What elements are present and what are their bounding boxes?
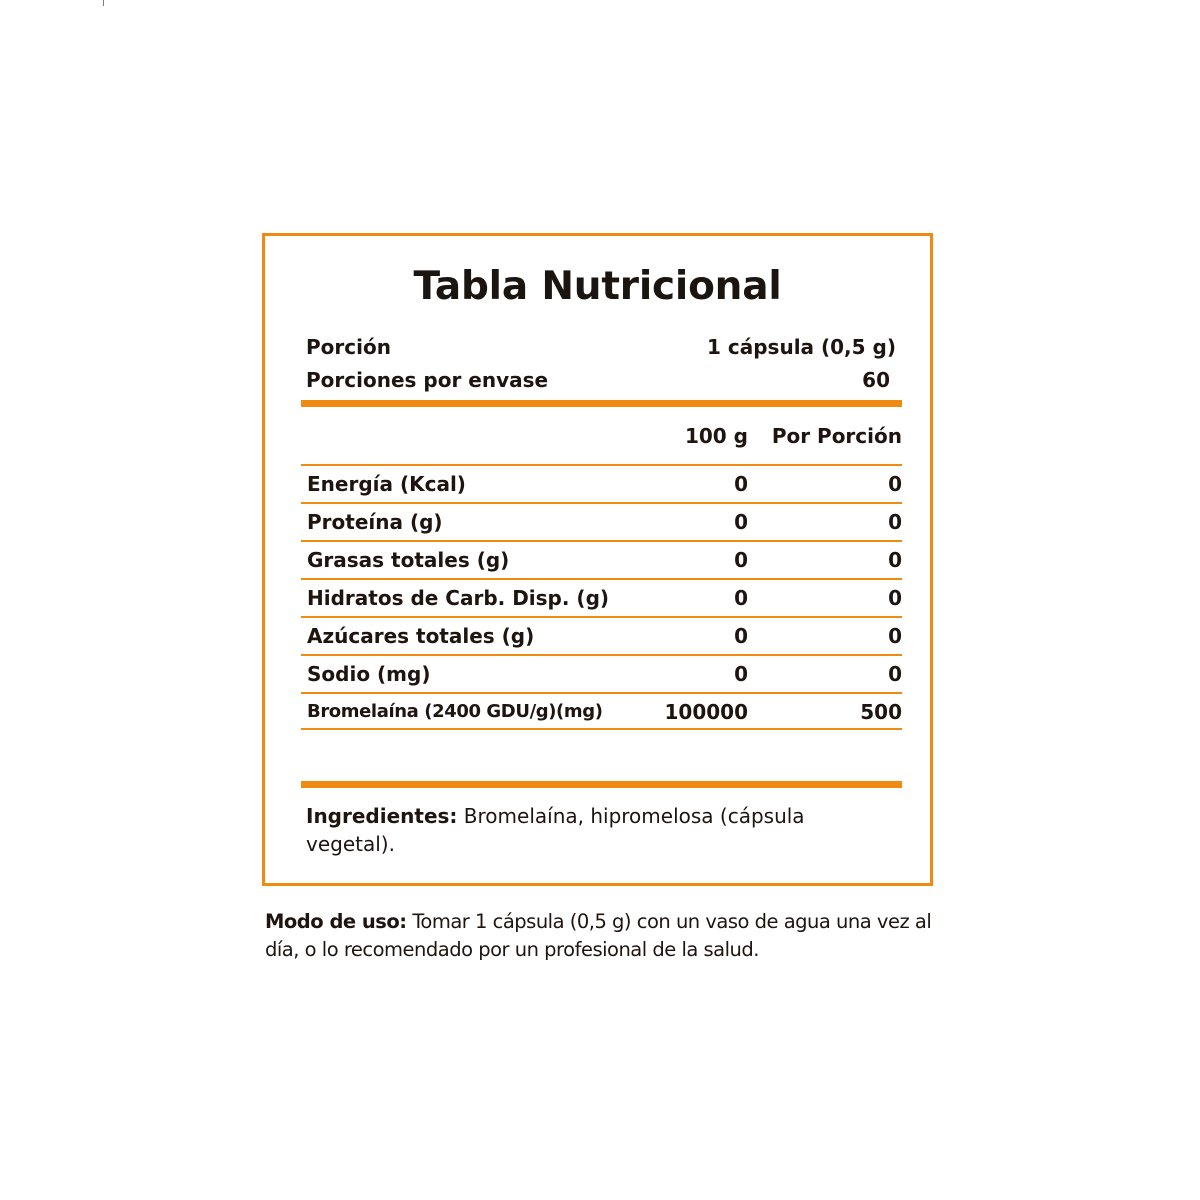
usage-label: Modo de uso: (265, 910, 407, 933)
nutrient-value-per-portion: 0 (888, 548, 902, 572)
ingredients-label: Ingredientes: (306, 804, 458, 828)
nutrient-name: Hidratos de Carb. Disp. (g) (307, 586, 610, 610)
nutrient-name: Azúcares totales (g) (307, 624, 535, 648)
edge-mark (103, 0, 104, 6)
nutrient-value-100g: 0 (734, 662, 748, 686)
usage-instructions (265, 908, 955, 964)
portion-label: Porción (306, 335, 391, 359)
servings-value: 60 (862, 368, 890, 392)
nutrient-row-energy (301, 464, 902, 502)
bottom-divider-bar (301, 781, 902, 788)
nutrient-value-100g: 100000 (664, 700, 748, 724)
nutrition-table-title: Tabla Nutricional (413, 264, 782, 309)
nutrient-value-per-portion: 500 (860, 700, 902, 724)
nutrient-row-carbohydrates (301, 578, 902, 616)
portion-value: 1 cápsula (0,5 g) (707, 335, 896, 359)
nutrient-row-total-sugars (301, 616, 902, 654)
nutrient-value-per-portion: 0 (888, 586, 902, 610)
usage-text: Tomar 1 cápsula (0,5 g) con un vaso de agua una vez al día, o lo recomendado por un profesional de la salud. (265, 910, 932, 961)
column-header-per-portion: Por Porción (771, 424, 902, 448)
nutrient-row-protein (301, 502, 902, 540)
nutrient-value-per-portion: 0 (888, 510, 902, 534)
nutrient-value-100g: 0 (734, 510, 748, 534)
nutrient-value-100g: 0 (734, 548, 748, 572)
ingredients-value: Bromelaína, hipromelosa (cápsula vegetal). (306, 804, 805, 856)
top-divider-bar (301, 400, 902, 407)
column-headers (301, 424, 902, 454)
nutrient-row-sodium (301, 654, 902, 692)
nutrient-value-100g: 0 (734, 586, 748, 610)
servings-per-package-row (306, 368, 896, 398)
servings-label: Porciones por envase (306, 368, 549, 392)
nutrition-table-panel (262, 233, 933, 886)
nutrient-row-bromelain (301, 692, 902, 730)
ingredients-text (306, 802, 866, 858)
nutrient-value-100g: 0 (734, 624, 748, 648)
nutrient-value-per-portion: 0 (888, 662, 902, 686)
nutrient-name: Energía (Kcal) (307, 472, 466, 496)
nutrient-name: Bromelaína (2400 GDU/g)(mg) (307, 701, 603, 722)
nutrient-value-per-portion: 0 (888, 472, 902, 496)
portion-row (306, 335, 896, 365)
nutrient-row-total-fat (301, 540, 902, 578)
nutrient-name: Proteína (g) (307, 510, 443, 534)
nutrient-name: Sodio (mg) (307, 662, 431, 686)
column-header-100g: 100 g (684, 424, 748, 448)
nutrient-value-100g: 0 (734, 472, 748, 496)
nutrient-table (301, 464, 902, 730)
nutrient-value-per-portion: 0 (888, 624, 902, 648)
nutrient-name: Grasas totales (g) (307, 548, 510, 572)
